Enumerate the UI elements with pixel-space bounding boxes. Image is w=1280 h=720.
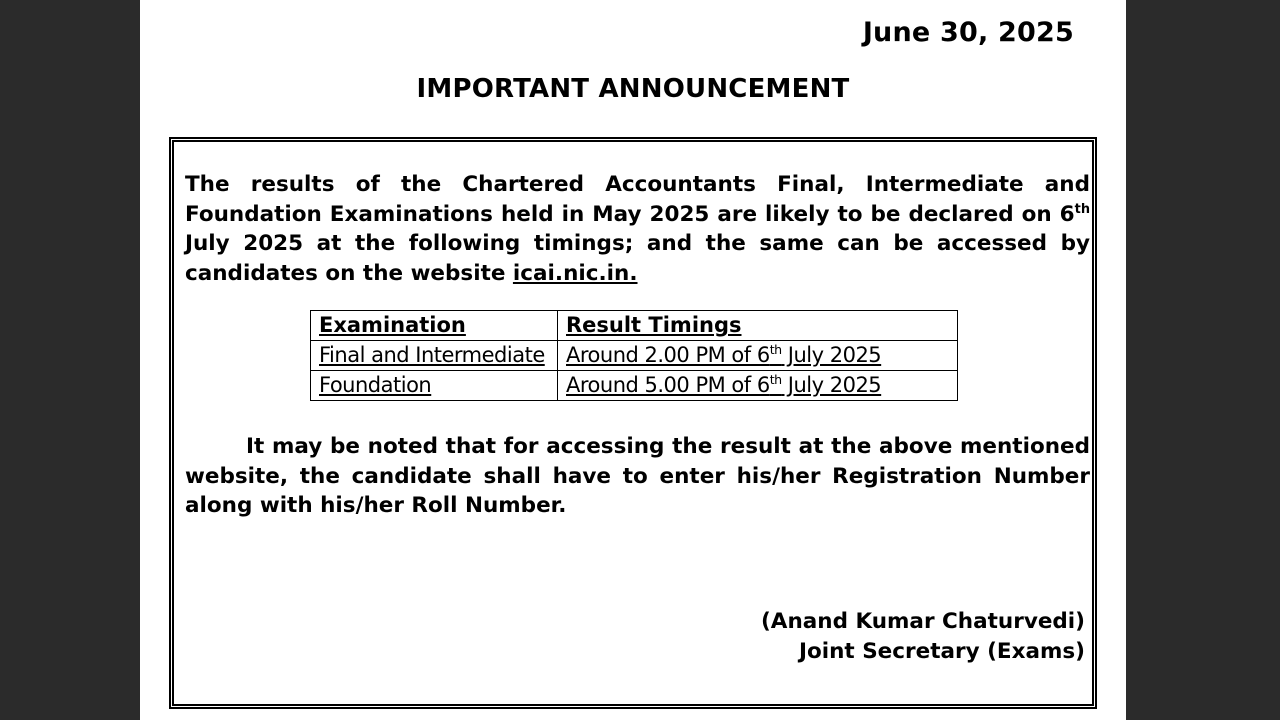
announcement-box — [169, 137, 1097, 709]
timing-text: July 2025 — [781, 343, 882, 367]
timing-text: Around 5.00 PM of 6 — [566, 373, 770, 397]
table-cell — [558, 371, 958, 401]
table-header-row — [311, 311, 958, 341]
results-paragraph — [185, 170, 1090, 288]
announcement-title: IMPORTANT ANNOUNCEMENT — [416, 74, 850, 104]
ordinal-suffix: th — [1074, 201, 1090, 217]
signatory-designation: Joint Secretary (Exams) — [798, 639, 1085, 664]
timing-text: July 2025 — [781, 373, 882, 397]
table-header-cell — [311, 311, 558, 341]
table-row — [311, 341, 958, 371]
table-cell — [558, 341, 958, 371]
exam-timing — [566, 373, 881, 397]
announcement-date: June 30, 2025 — [862, 17, 1074, 48]
results-text-part2: July 2025 at the following timings; and the same can be accessed by candidates on the website — [185, 231, 1090, 286]
timing-text: Around 2.00 PM of 6 — [566, 343, 770, 367]
header-result-timings: Result Timings — [566, 313, 742, 337]
result-timings-table — [310, 310, 958, 401]
table-cell — [311, 371, 558, 401]
ordinal-suffix: th — [769, 372, 782, 387]
exam-name: Foundation — [319, 373, 432, 397]
signatory-name: (Anand Kumar Chaturvedi) — [760, 609, 1085, 634]
exam-name: Final and Intermediate — [319, 343, 545, 367]
table-row — [311, 371, 958, 401]
access-instructions-paragraph: It may be noted that for accessing the result at the above mentioned website, the candidate shall have to enter his/her Registration Number along with his/her Roll Number. — [185, 434, 1090, 518]
signature-block — [761, 607, 1085, 667]
results-text-part1: The results of the Chartered Accountants Final, Intermediate and Foundation Examinations held in May 2025 are likely to be declared on 6 — [185, 172, 1090, 227]
ordinal-suffix: th — [769, 342, 782, 357]
table-cell — [311, 341, 558, 371]
document-page — [140, 0, 1126, 720]
table-header-cell — [558, 311, 958, 341]
website-link[interactable]: icai.nic.in. — [512, 260, 638, 286]
header-examination: Examination — [319, 313, 466, 337]
exam-timing — [566, 343, 881, 367]
